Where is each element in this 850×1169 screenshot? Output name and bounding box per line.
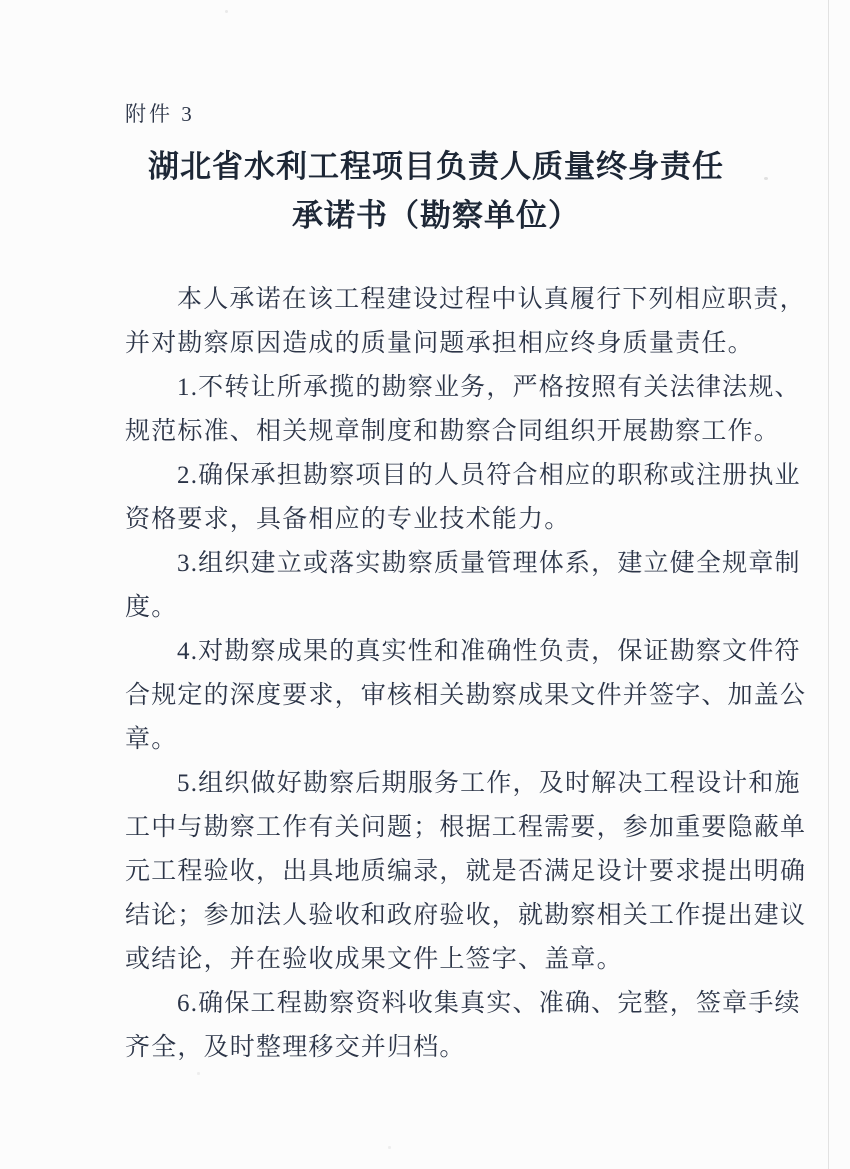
title-line-1: 湖北省水利工程项目负责人质量终身责任	[148, 149, 724, 184]
text-line: 4.对勘察成果的真实性和准确性负责，保证勘察文件符	[177, 638, 801, 665]
text-line: 2.确保承担勘察项目的人员符合相应的职称或注册执业	[177, 462, 801, 489]
title-line-2: 承诺书（勘察单位）	[292, 198, 580, 233]
scan-speck	[197, 1072, 200, 1075]
paragraph-item-6	[125, 982, 801, 1070]
text-line: 并对勘察原因造成的质量问题承担相应终身质量责任。	[125, 330, 754, 357]
text-line: 合规定的深度要求，审核相关勘察成果文件并签字、加盖公	[125, 682, 807, 709]
text-line: 齐全，及时整理移交并归档。	[125, 1034, 466, 1061]
paragraph-item-3	[125, 542, 801, 630]
document-content	[125, 100, 807, 1070]
text-line: 结论；参加法人验收和政府验收，就勘察相关工作提出建议	[125, 902, 807, 929]
scan-speck	[225, 10, 228, 13]
text-line: 5.组织做好勘察后期服务工作，及时解决工程设计和施	[177, 770, 801, 797]
paragraph-intro	[125, 278, 806, 366]
paragraph-item-5	[125, 762, 807, 982]
scan-speck	[764, 177, 768, 180]
document-title	[125, 142, 747, 240]
document-body	[125, 278, 807, 1070]
text-line: 元工程验收，出具地质编录，就是否满足设计要求提出明确	[125, 858, 807, 885]
text-line: 工中与勘察工作有关问题；根据工程需要，参加重要隐蔽单	[125, 814, 807, 841]
text-line: 度。	[125, 594, 178, 621]
paragraph-item-1	[125, 366, 801, 454]
text-line: 1.不转让所承揽的勘察业务，严格按照有关法律法规、	[177, 374, 801, 401]
paragraph-item-2	[125, 454, 801, 542]
text-line: 资格要求，具备相应的专业技术能力。	[125, 506, 571, 533]
scan-speck	[388, 1146, 391, 1149]
attachment-label: 附件 3	[125, 102, 195, 126]
text-line: 章。	[125, 726, 178, 753]
text-line: 规范标准、相关规章制度和勘察合同组织开展勘察工作。	[125, 418, 781, 445]
text-line: 3.组织建立或落实勘察质量管理体系，建立健全规章制	[177, 550, 801, 577]
text-line: 6.确保工程勘察资料收集真实、准确、完整，签章手续	[177, 990, 801, 1017]
paragraph-item-4	[125, 630, 807, 762]
scan-edge-line	[828, 0, 829, 1169]
text-line: 或结论，并在验收成果文件上签字、盖章。	[125, 946, 623, 973]
text-line: 本人承诺在该工程建设过程中认真履行下列相应职责，	[177, 286, 806, 313]
